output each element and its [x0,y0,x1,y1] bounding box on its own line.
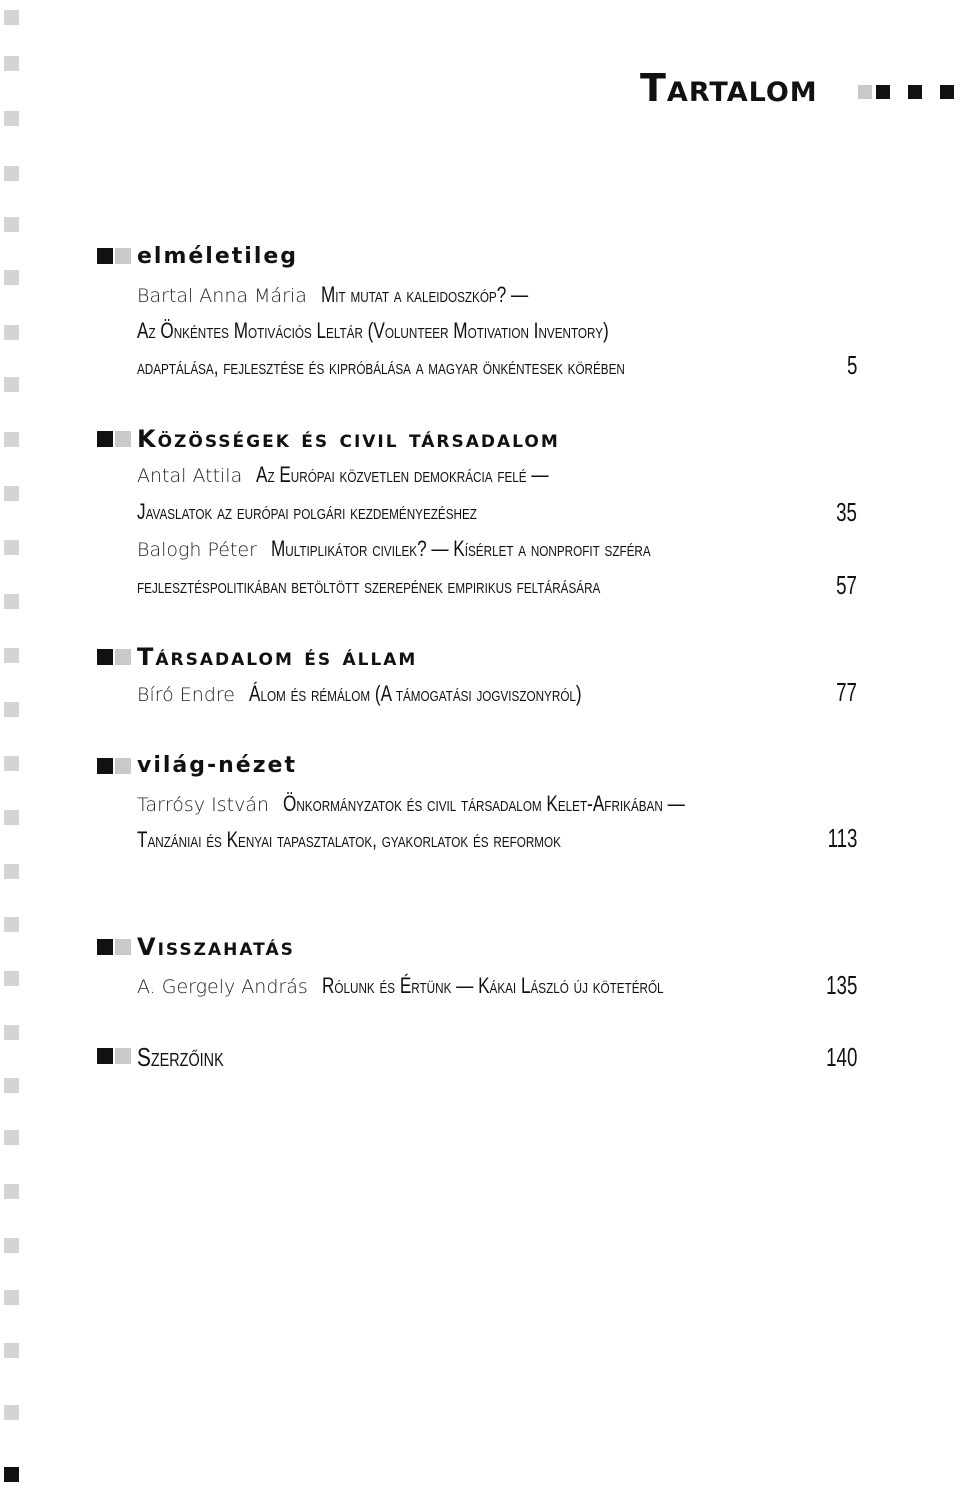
section-bullets [97,939,137,955]
margin-square [4,540,19,555]
margin-square [4,1078,19,1093]
margin-square [4,111,19,126]
section-heading: Közösségek és civil társadalom [137,425,560,453]
entry-title-line: Az Európai közvetlen demokrácia felé — [256,462,549,487]
margin-square [4,270,19,285]
margin-square [4,1025,19,1040]
margin-square [4,10,19,25]
margin-square [4,1130,19,1145]
margin-square [4,486,19,501]
section-bullets [97,649,137,665]
toc-entry-continued [137,829,681,851]
section-bullets [97,248,137,264]
section-heading: világ-nézet [137,753,297,778]
margin-square [4,432,19,447]
entry-title-line: Tanzániai és Kenyai tapasztalatok, gyakorlatok és reformok [137,827,561,852]
section-heading: Visszahatás [137,933,295,961]
section-heading: elméletileg [137,244,299,269]
entry-title-line: Javaslatok az európai polgári kezdeményezéshez [137,499,477,524]
entry-title-line: Önkormányzatok és civil társadalom Kelet-Afrikában — [283,791,685,816]
entry-title-line: Rólunk és Értünk — Kákai László új kötetéről [321,973,664,998]
toc-entry[interactable] [137,683,675,705]
margin-square [4,756,19,771]
margin-square-dark [4,1467,19,1482]
margin-square [4,702,19,717]
toc-entry[interactable] [137,975,760,997]
margin-square [4,217,19,232]
margin-square [4,917,19,932]
margin-square [4,810,19,825]
margin-square [4,864,19,879]
entry-author: A. Gergely András [137,976,308,998]
section-bullets [97,431,137,447]
margin-square [4,325,19,340]
margin-square [4,594,19,609]
margin-square [4,56,19,71]
entry-title-line: adaptálása, fejlesztése és kipróbálása a magyar önkéntesek körében [137,354,625,379]
left-margin-squares [0,0,30,1491]
entry-title-line: Multiplikátor civilek? — Kísérlet a nonprofit szféra [270,536,651,561]
page-number: 113 [827,823,857,853]
margin-square [4,166,19,181]
margin-square [4,1238,19,1253]
toc-entry[interactable] [137,284,587,306]
section-bullets [97,1048,137,1064]
margin-square [4,377,19,392]
section-heading: Társadalom és állam [137,643,418,671]
entry-author: Tarrósy István [137,794,269,816]
toc-entry-continued [137,575,731,597]
title-square [858,85,872,99]
toc-entry[interactable] [137,793,798,815]
entry-title-line: Álom és rémálom (A támogatási jogviszonyról) [248,681,582,706]
toc-entry-continued [137,501,573,523]
margin-square [4,648,19,663]
toc-entry[interactable] [137,464,631,486]
entry-title-line: Mit mutat a kaleidoszkóp? — [320,282,529,307]
page-title: Tartalom [640,66,818,110]
entry-title-line: fejlesztéspolitikában betöltött szerepének empirikus feltárására [137,573,601,598]
page-number: 5 [846,350,857,380]
toc-entry[interactable] [137,538,758,560]
margin-square [4,971,19,986]
margin-square [4,1290,19,1305]
title-square [876,85,890,99]
entry-author: Bartal Anna Mária [137,285,307,307]
section-bullets [97,758,137,774]
margin-square [4,1343,19,1358]
page-number: 140 [825,1042,857,1072]
section-heading: Szerzőink [137,1042,224,1072]
margin-square [4,1184,19,1199]
entry-author: Antal Attila [137,465,243,487]
entry-title-line: Az Önkéntes Motivációs Leltár (Volunteer Motivation Inventory) [137,318,609,343]
toc-entry-continued [137,356,762,378]
page-number: 57 [836,570,857,600]
entry-author: Balogh Péter [137,539,257,561]
title-square [940,85,954,99]
title-square [908,85,922,99]
toc-entry-continued [137,320,742,342]
margin-square [4,1405,19,1420]
page-number: 35 [836,497,857,527]
entry-author: Bíró Endre [137,684,235,706]
page-number: 77 [836,677,857,707]
page-number: 135 [825,970,857,1000]
